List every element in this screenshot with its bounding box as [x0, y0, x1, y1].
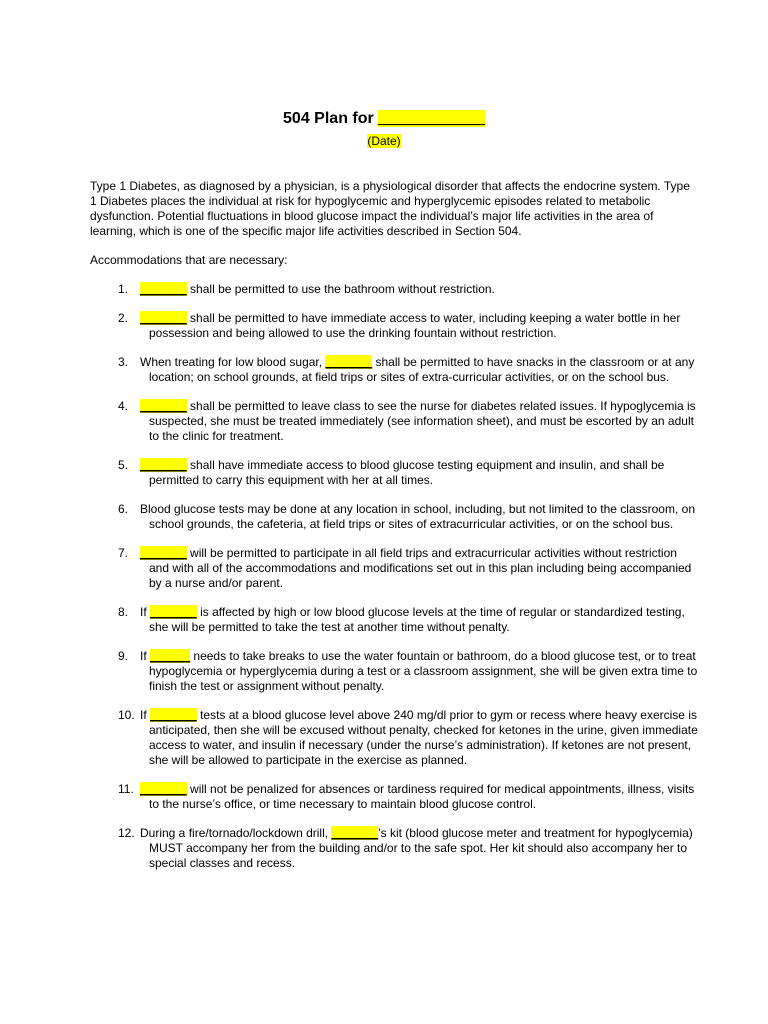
list-item-text [140, 708, 698, 767]
list-item-number: 2. [118, 311, 129, 325]
list-item-post-text: is affected by high or low blood glucose levels at the time of regular or standardized testing, she will be permitted to take the test at another time without penalty. [149, 605, 685, 634]
list-item-number: 5. [118, 458, 129, 472]
list-item-text [140, 458, 664, 487]
list-item-post-text: shall be permitted to have immediate access to water, including keeping a water bottle in her possession and being allowed to use the drinking fountain without restriction. [149, 311, 681, 340]
list-item-post-text: shall be permitted to leave class to see the nurse for diabetes related issues. If hypoglycemia is suspected, she must be treated immediately (see information sheet), and must be escorted by an adult to the clinic for treatment. [149, 399, 696, 443]
list-item-text [140, 649, 697, 693]
list-item-number: 8. [118, 605, 129, 619]
intro-paragraph: Type 1 Diabetes, as diagnosed by a physician, is a physiological disorder that affects the endocrine system. Type 1 Diabetes places the individual at risk for hypoglycemic and hyperglycemic episodes related to metabolic dysfunction. Potential fluctuations in blood glucose impact the individual’s major life activities in the area of learning, which is one of the specific major life activities described in Section 504. [90, 179, 690, 238]
list-item-post-text: shall be permitted to use the bathroom without restriction. [186, 282, 495, 296]
list-item-text [140, 311, 680, 340]
list-item-text [140, 282, 495, 296]
list-item [118, 399, 698, 444]
list-item [118, 502, 698, 532]
list-item [118, 282, 698, 297]
list-item-number: 11. [118, 782, 134, 796]
list-item-number: 3. [118, 355, 129, 369]
list-item-post-text: needs to take breaks to use the water fountain or bathroom, do a blood glucose test, or to treat hypoglycemia or hyperglycemia during a test or a classroom assignment, she will be given extra time to finish the test or assignment without penalty. [149, 649, 698, 693]
title-name-blank: ____________ [378, 110, 485, 127]
list-item [118, 605, 698, 635]
name-blank: _______ [331, 826, 379, 840]
name-blank: _______ [140, 458, 187, 472]
name-blank: _______ [140, 311, 187, 325]
list-item-pre-text: If [140, 605, 151, 619]
list-item-post-text: will be permitted to participate in all field trips and extracurricular activities without restriction and with all of the accommodations and modifications set out in this plan including being accompanied by a nurse and/or parent. [149, 546, 692, 590]
list-item-pre-text: Blood glucose tests may be done at any location in school, including, but not limited to the classroom, on school grounds, the cafeteria, at field trips or sites of extracurricular activities, or on the school bus. [140, 502, 695, 531]
list-item [118, 355, 698, 385]
list-item-post-text: will not be penalized for absences or tardiness required for medical appointments, illness, visits to the nurse’s office, or time necessary to maintain blood glucose control. [149, 782, 695, 811]
list-item-text [140, 605, 685, 634]
title-prefix: 504 Plan for [283, 110, 379, 127]
list-item-text [140, 399, 696, 443]
list-item-pre-text: During a fire/tornado/lockdown drill, [140, 826, 332, 840]
list-item-post-text: shall have immediate access to blood glucose testing equipment and insulin, and shall be permitted to carry this equipment with her at all times. [149, 458, 665, 487]
list-item-number: 1. [118, 282, 129, 296]
list-item [118, 546, 698, 591]
page-title [0, 110, 768, 128]
list-item-text [140, 355, 694, 384]
list-item [118, 458, 698, 488]
name-blank: _______ [325, 355, 373, 369]
name-blank: _______ [150, 708, 197, 722]
list-item-pre-text: If [140, 649, 151, 663]
list-item-text [140, 782, 694, 811]
name-blank: _______ [150, 605, 197, 619]
list-item-text [140, 502, 695, 531]
name-blank: _______ [140, 399, 187, 413]
list-item-post-text: ’s kit (blood glucose meter and treatment for hypoglycemia) MUST accompany her from the building and/or to the safe spot. Her kit should also accompany her to special classes and recess. [149, 826, 693, 870]
list-item [118, 311, 698, 341]
list-item-post-text: tests at a blood glucose level above 240 mg/dl prior to gym or recess where heavy exercise is anticipated, then she will be excused without penalty, checked for ketones in the urine, given immediate access to water, and insulin if necessary (under the nurse’s administration). If ketones are not present, she will be allowed to participate in the exercise as planned. [149, 708, 698, 767]
list-item [118, 782, 698, 812]
date-label: (Date) [367, 134, 401, 148]
list-item-text [140, 546, 691, 590]
list-item-number: 4. [118, 399, 129, 413]
list-item [118, 649, 698, 694]
list-item-text [140, 826, 693, 870]
name-blank: _______ [140, 546, 187, 560]
name-blank: _______ [140, 282, 187, 296]
list-item-pre-text: If [140, 708, 151, 722]
list-item-number: 10. [118, 708, 135, 722]
accommodations-list [118, 282, 698, 885]
list-item-number: 9. [118, 649, 129, 663]
list-item [118, 826, 698, 871]
list-item-post-text: shall be permitted to have snacks in the classroom or at any location; on school grounds, at field trips or sites of extra-curricular activities, or on the school bus. [149, 355, 695, 384]
list-item-number: 6. [118, 502, 129, 516]
name-blank: ______ [150, 649, 191, 663]
list-item-number: 7. [118, 546, 129, 560]
list-item-pre-text: When treating for low blood sugar, [140, 355, 326, 369]
accommodations-heading: Accommodations that are necessary: [90, 253, 288, 267]
name-blank: _______ [140, 782, 187, 796]
list-item-number: 12. [118, 826, 135, 840]
list-item [118, 708, 698, 768]
